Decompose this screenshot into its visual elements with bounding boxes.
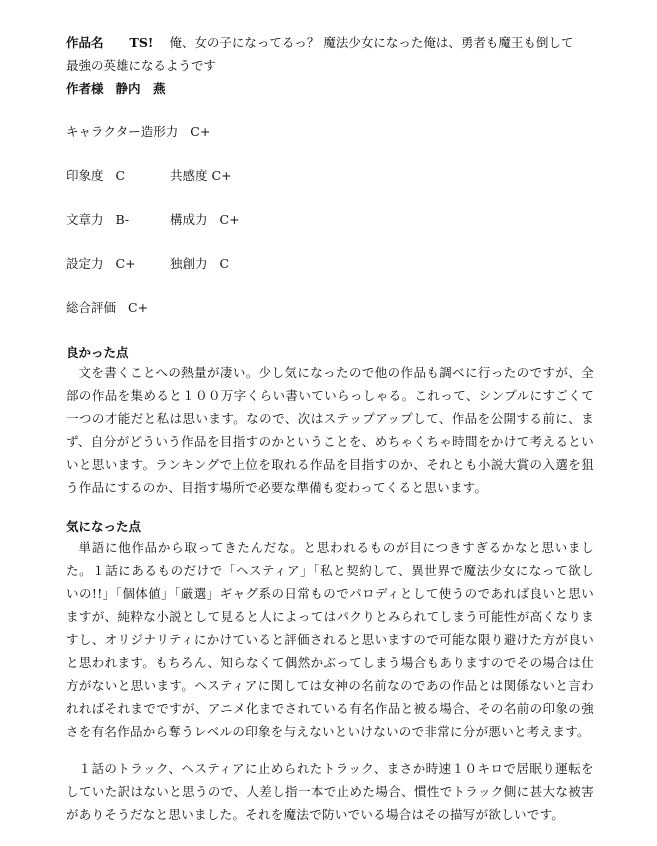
author-name: 静内 燕: [115, 81, 166, 96]
rating-label: 共感度: [170, 168, 208, 183]
good-section-heading: 良かった点: [66, 345, 129, 360]
good-section-body: 文を書くことへの熱量が凄い。少し気になったので他の作品も調べに行ったのですが、全部の作品を集めると１００万字くらい書いていらっしゃる。これって、シンプルにすごくて一つの才能だと私は思います。なので、次はステップアップして、作品を公開する前に、まず、自分がどういう作品を目指すのかということを、めちゃくちゃ時間をかけて考えるといいと思います。ランキングで上位を取れる作品を目指すのか、それとも小説大賞の入選を狙う作品にするのか、目指す場所で必要な準備も変わってくると思います。: [66, 365, 594, 495]
title-prefix: TS!: [129, 35, 154, 50]
rating-label: 独創力: [170, 256, 208, 271]
title-text-line2: 最強の英雄になるようです: [66, 58, 217, 73]
rating-grade: C+: [211, 168, 232, 183]
title-label: 作品名: [66, 35, 104, 50]
author-label: 作者様: [66, 81, 104, 96]
rating-label: 総合評価: [66, 300, 117, 315]
rating-structure: [170, 212, 240, 228]
rating-setting: [66, 256, 136, 272]
rating-label: 印象度: [66, 168, 104, 183]
rating-grade: C+: [190, 124, 211, 139]
rating-label: 文章力: [66, 212, 104, 227]
title-line: [66, 35, 594, 51]
title-text-line1: 俺、女の子になってるっ？ 魔法少女になった俺は、勇者も魔王も倒して: [169, 35, 574, 50]
rating-label: キャラクター造形力: [66, 124, 179, 139]
rating-label: 構成力: [170, 212, 208, 227]
rating-empathy: [170, 168, 232, 184]
concern-section-heading: 気になった点: [66, 519, 142, 534]
rating-label: 設定力: [66, 256, 104, 271]
rating-character: [66, 124, 210, 140]
rating-writing: [66, 212, 129, 228]
rating-originality: [170, 256, 229, 272]
concern-section-body: 単語に他作品から取ってきたんだな。と思われるものが目につきすぎるかなと思いました。１話にあるものだけで「ヘスティア」「私と契約して、異世界で魔法少女になって欲しいの!!」「個体値」「厳選」ギャグ系の日常ものでパロディとして使うのであれば良いと思いますが、純粋な小説として見ると人によってはパクりとみられてしまう可能性が高くなりますし、オリジナリティにかけていると評価されると思いますので可能な限り避けた方が良いと思われます。もちろん、知らなくて偶然かぶってしまう場合もありますのでその場合は仕方がないと思います。ヘスティアに関しては女神の名前なのであの作品とは関係ないと言われればそれまでですが、アニメ化までされている有名作品と被る場合、その名前の印象の強さを有名作品から奪うレベルの印象を与えないといけないので非常に分が悪いと考えます。: [66, 540, 594, 739]
rating-impression: [66, 168, 125, 184]
rating-grade: C+: [128, 300, 149, 315]
rating-grade: C+: [115, 256, 136, 271]
rating-overall: [66, 300, 148, 316]
concern-section-body2: １話のトラック、ヘスティアに止められたトラック、まさか時速１０キロで居眠り運転をしていた訳はないと思うので、人差し指一本で止めた場合、慣性でトラック側に甚大な被害がありそうだなと思いました。それを魔法で防いでいる場合はその描写が欲しいです。: [66, 761, 594, 822]
rating-grade: C: [115, 168, 126, 183]
rating-grade: B-: [115, 212, 130, 227]
rating-grade: C: [219, 256, 230, 271]
rating-grade: C+: [219, 212, 240, 227]
author-line: [66, 81, 594, 97]
